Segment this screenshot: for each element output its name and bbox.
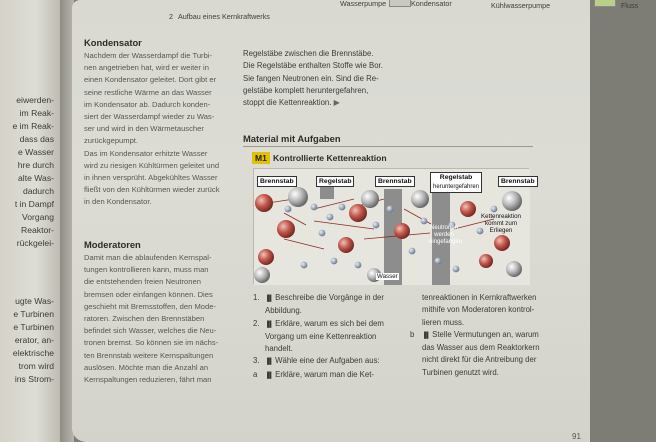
left-page-line: ugte Was- bbox=[15, 296, 54, 306]
kondensator-line: einen Kondensator geleitet. Dort gibt er bbox=[84, 75, 217, 85]
left-page-line: ins Strom- bbox=[14, 374, 54, 384]
left-page-line: eiwerden- bbox=[16, 95, 54, 105]
task-right-row bbox=[410, 304, 580, 316]
task-right-row bbox=[410, 354, 580, 366]
right-text-line: Sie fangen Neutronen ein. Sind die Re- bbox=[243, 73, 379, 83]
m1-badge: M1 bbox=[252, 152, 270, 164]
task-left-row bbox=[253, 318, 401, 331]
task-right-row bbox=[410, 367, 580, 379]
moderatoren-line: tungen kontrollieren kann, muss man bbox=[84, 265, 209, 275]
left-page-line: Vorgang bbox=[21, 212, 54, 222]
label-regelstab-2-line1: Regelstab bbox=[439, 174, 473, 181]
difficulty-bars-icon: ▐▌ bbox=[265, 321, 276, 328]
left-page bbox=[0, 0, 60, 442]
label-kuehlwasserpumpe: Kühlwasserpumpe bbox=[491, 1, 551, 10]
task-number: b bbox=[410, 329, 415, 339]
kondensator-line: ser und wird in den Wärmetauscher bbox=[84, 124, 204, 134]
kondensator-line: in den Kondensator. bbox=[84, 197, 152, 207]
continue-arrow-icon: ▶ bbox=[331, 98, 340, 108]
left-page-line: dass das bbox=[19, 134, 54, 144]
task-text: Erkläre, warum man die Ket- bbox=[275, 369, 374, 379]
figure-caption-bar bbox=[156, 0, 656, 21]
moderatoren-line: befindet sich Wasser, welches die Neu- bbox=[84, 326, 217, 336]
kondensator-line: in ihnen versprüht. Abgekühltes Wasser bbox=[84, 173, 218, 183]
kondensator-line: Nachdem der Wasserdampf die Turbi- bbox=[84, 51, 213, 60]
label-wasserpumpe: Wasserpumpe bbox=[340, 0, 387, 8]
tasks-right bbox=[410, 292, 580, 379]
task-left-row bbox=[253, 369, 401, 382]
right-text-line: gelstäbe komplett heruntergefahren, bbox=[243, 85, 369, 95]
kondensator-line: seine restliche Wärme an das Wasser bbox=[84, 87, 212, 97]
task-number: 3. bbox=[253, 356, 260, 366]
left-page-line: rückgelei- bbox=[16, 238, 54, 248]
caption-number: 2 bbox=[169, 12, 173, 21]
label-regelstab-1: Regelstab bbox=[316, 176, 354, 187]
right-column-text bbox=[243, 48, 398, 109]
caption-text: Aufbau eines Kernkraftwerks bbox=[178, 12, 270, 21]
kondensator-line: siert der Wasserdampf wieder zu Was- bbox=[84, 112, 215, 122]
kondensator-line: Das im Kondensator erhitzte Wasser bbox=[84, 148, 208, 158]
task-right-row bbox=[410, 329, 580, 342]
material-divider bbox=[243, 146, 533, 147]
chain-reaction-diagram bbox=[253, 168, 535, 284]
moderatoren-line: tronen bremst. So können sie im nächs- bbox=[84, 338, 219, 348]
moderatoren-line: ratoren. Zwischen den Brennstäben bbox=[84, 314, 205, 324]
left-page-line: trom wird bbox=[18, 361, 54, 371]
moderatoren-line: auslösen. Möchte man die Anzahl an bbox=[84, 362, 209, 372]
difficulty-bars-icon: ▐▌ bbox=[265, 372, 276, 379]
difficulty-bars-icon: ▐▌ bbox=[422, 332, 433, 339]
label-regelstab-2 bbox=[430, 172, 482, 193]
moderatoren-line: bremsen oder einfangen können. Dies bbox=[84, 289, 213, 299]
kondensator-line: nen angetrieben hat, wird er weiter in bbox=[84, 63, 209, 73]
left-page-line: e Wasser bbox=[18, 147, 54, 157]
task-right-row bbox=[410, 342, 580, 354]
moderatoren-text bbox=[84, 252, 246, 386]
kondensator-text bbox=[84, 50, 244, 209]
label-kondensator: Kondensator bbox=[411, 0, 452, 8]
tasks-left bbox=[253, 292, 401, 382]
kondensator-heading: Kondensator bbox=[84, 37, 142, 48]
moderatoren-line: Kernspaltungen reduzieren, fährt man bbox=[84, 375, 212, 385]
label-regelstab-2-line2: heruntergefahren bbox=[433, 184, 480, 190]
difficulty-bars-icon: ▐▌ bbox=[265, 296, 276, 302]
task-number: 2. bbox=[253, 318, 260, 328]
kondensator-line: im Kondensator ab. Dadurch konden- bbox=[84, 99, 211, 109]
task-left-row bbox=[253, 331, 401, 343]
task-left-row bbox=[253, 305, 401, 317]
moderatoren-line: die entstehenden freien Neutronen bbox=[84, 277, 201, 287]
moderatoren-line: ten Brennstab weitere Kernspaltungen bbox=[84, 350, 214, 360]
left-page-line: hre durch bbox=[17, 160, 54, 170]
right-text-line: stoppt die Kettenreaktion. ▶ bbox=[243, 98, 340, 108]
moderatoren-heading: Moderatoren bbox=[84, 239, 141, 250]
left-page-line: e Turbinen bbox=[13, 309, 54, 319]
difficulty-bars-icon: ▐▌ bbox=[265, 359, 276, 366]
left-page-line: e im Reak- bbox=[12, 121, 54, 131]
task-right-row bbox=[410, 292, 580, 304]
annotation-kettenreaktion: Kettenreaktion kommt zum Erliegen bbox=[481, 213, 521, 234]
task-text: tenreaktionen in Kernkraftwerken bbox=[422, 293, 537, 302]
page-number: 91 bbox=[572, 432, 581, 441]
task-number: a bbox=[253, 369, 258, 379]
left-page-line: im Reak- bbox=[19, 108, 54, 118]
right-text-line: Die Regelstäbe enthalten Stoffe wie Bor. bbox=[243, 61, 383, 71]
task-text: mithife von Moderatoren kontrol- bbox=[422, 305, 535, 315]
task-number: 1. bbox=[253, 293, 260, 302]
m1-title: Kontrollierte Kettenreaktion bbox=[273, 153, 387, 163]
left-page-line: Reaktor- bbox=[21, 225, 54, 235]
moderatoren-line: Damit man die ablaufenden Kernspal- bbox=[84, 253, 212, 262]
kondensator-line: fließt von den Kühltürmen wieder zurück bbox=[84, 185, 220, 195]
task-text: Turbinen genutzt wird. bbox=[422, 367, 499, 377]
task-right-row bbox=[410, 317, 580, 329]
annotation-wasser: Wasser bbox=[377, 273, 398, 280]
label-fluss: Fluss bbox=[621, 1, 639, 10]
moderatoren-line: geschieht mit Bremsstoffen, den Mode- bbox=[84, 301, 216, 311]
task-text: lieren muss. bbox=[422, 317, 465, 327]
annotation-neutronen: Neutronen werden eingefangen bbox=[429, 225, 463, 245]
material-heading: Material mit Aufgaben bbox=[243, 133, 341, 144]
kondensator-line: zurückgepumpt. bbox=[84, 136, 139, 146]
left-page-line: dadurch bbox=[22, 186, 54, 196]
task-left-row bbox=[253, 355, 401, 368]
right-text-line: Regelstäbe zwischen die Brennstäbe. bbox=[243, 49, 374, 58]
legend-swatch-1 bbox=[389, 0, 411, 7]
left-page-line: alte Was- bbox=[18, 173, 54, 183]
label-brennstab-2: Brennstab bbox=[375, 176, 415, 187]
label-brennstab-3: Brennstab bbox=[498, 176, 538, 187]
task-text: Abbildung. bbox=[265, 306, 302, 316]
left-page-line: elektrische bbox=[12, 348, 54, 358]
task-text: Stelle Vermutungen an, warum bbox=[432, 329, 539, 339]
left-page-line: erator, an- bbox=[14, 335, 54, 345]
legend-swatch-2 bbox=[594, 0, 616, 7]
task-text: handelt. bbox=[265, 344, 293, 354]
label-brennstab-1: Brennstab bbox=[257, 176, 297, 187]
task-text: Beschreibe die Vorgänge in der bbox=[275, 293, 384, 302]
kondensator-line: wird zu riesigen Kühltürmen geleitet und bbox=[84, 160, 220, 170]
left-page-line: t in Dampf bbox=[14, 199, 54, 209]
task-text: Vorgang um eine Kettenreaktion bbox=[265, 331, 377, 341]
task-text: Wähle eine der Aufgaben aus: bbox=[275, 356, 380, 366]
task-text: das Wasser aus dem Reaktorkern bbox=[422, 343, 540, 353]
task-text: nicht direkt für die Antreibung der bbox=[422, 355, 537, 365]
task-text: Erkläre, warum es sich bei dem bbox=[275, 318, 384, 328]
left-page-line: e Turbinen bbox=[13, 322, 54, 332]
task-left-row bbox=[253, 343, 401, 355]
task-left-row bbox=[253, 292, 401, 305]
